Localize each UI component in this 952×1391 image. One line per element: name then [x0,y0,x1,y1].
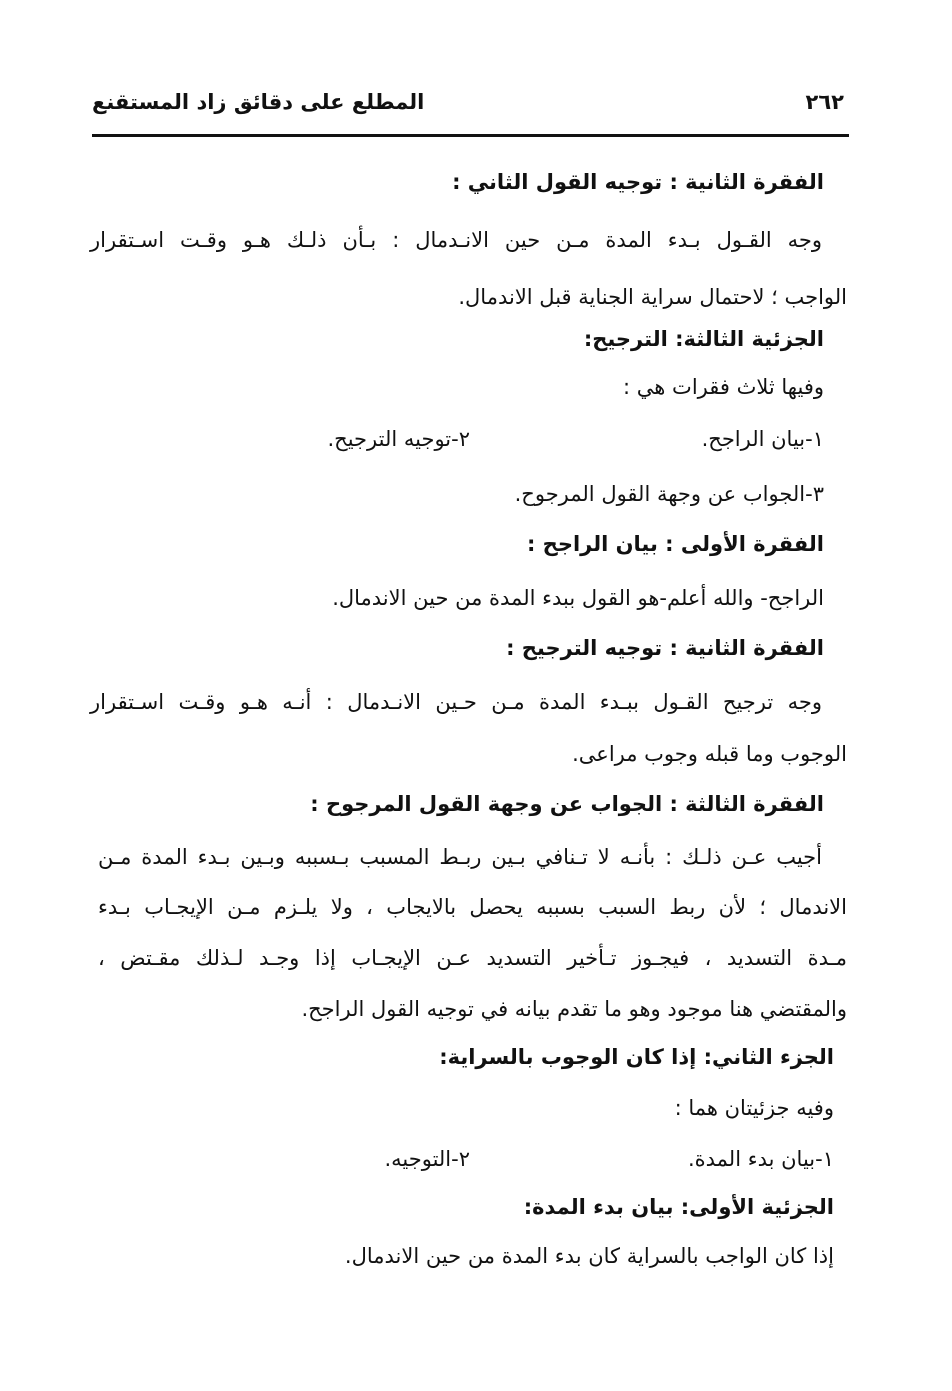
paragraph-line: والمقتضي هنا موجود وهو ما تقدم بيانه في توجيه القول الراجح. [301,997,847,1021]
page-number: ٢٦٢ [805,90,844,114]
list-item: ٢-التوجيه. [384,1147,470,1171]
section-heading: الفقرة الثانية : توجيه القول الثاني : [452,170,824,194]
paragraph-line: إذا كان الواجب بالسراية كان بدء المدة من حين الاندمال. [344,1244,834,1268]
book-title: المطلع على دقائق زاد المستقنع [92,90,425,114]
paragraph-line: الواجب ؛ لاحتمال سراية الجناية قبل الاندمال. [458,285,847,309]
section-heading: الفقرة الثانية : توجيه الترجيح : [506,636,824,660]
paragraph-line: أجيب عـن ذلـك : بأنـه لا تـنافي بـين ربـط المسبب بـسببه وبـين بـدء المدة مـن [98,845,822,869]
subsection-heading: الجزئية الأولى: بيان بدء المدة: [523,1195,834,1219]
subsection-heading: الجزئية الثالثة: الترجيح: [583,327,824,351]
part-heading: الجزء الثاني: إذا كان الوجوب بالسراية: [439,1045,834,1069]
paragraph-line: الوجوب وما قبله وجوب مراعى. [572,742,847,766]
paragraph-line: الاندمال ؛ لأن ربط السبب بسببه يحصل بالايجاب ، ولا يلـزم مـن الإيجـاب بـدء [98,895,847,919]
section-heading: الفقرة الثالثة : الجواب عن وجهة القول المرجوح : [310,792,824,816]
paragraph-line: وفيه جزئيتان هما : [674,1096,834,1120]
paragraph-line: مـدة التسديد ، فيجـوز تـأخير التسديد عـن الإيجـاب إذا وجـد لـذلك مقـتض ، [98,946,847,970]
list-item: ٣-الجواب عن وجهة القول المرجوح. [514,482,824,506]
header-divider [92,134,849,137]
paragraph-line: الراجح- والله أعلم-هو القول ببدء المدة من حين الاندمال. [332,586,824,610]
list-item: ١-بيان الراجح. [701,427,824,451]
paragraph-line: وجه ترجيح القـول ببـدء المدة مـن حـين الانـدمال : أنـه هـو وقـت اسـتقرار [90,690,822,714]
list-item: ١-بيان بدء المدة. [687,1147,834,1171]
section-heading: الفقرة الأولى : بيان الراجح : [526,532,824,556]
list-item: ٢-توجيه الترجيح. [327,427,470,451]
paragraph-line: وفيها ثلاث فقرات هي : [623,375,824,399]
paragraph-line: وجه القـول بـدء المدة مـن حين الانـدمال : بـأن ذلـك هـو وقـت اسـتقرار [90,228,822,252]
running-header [92,88,844,128]
